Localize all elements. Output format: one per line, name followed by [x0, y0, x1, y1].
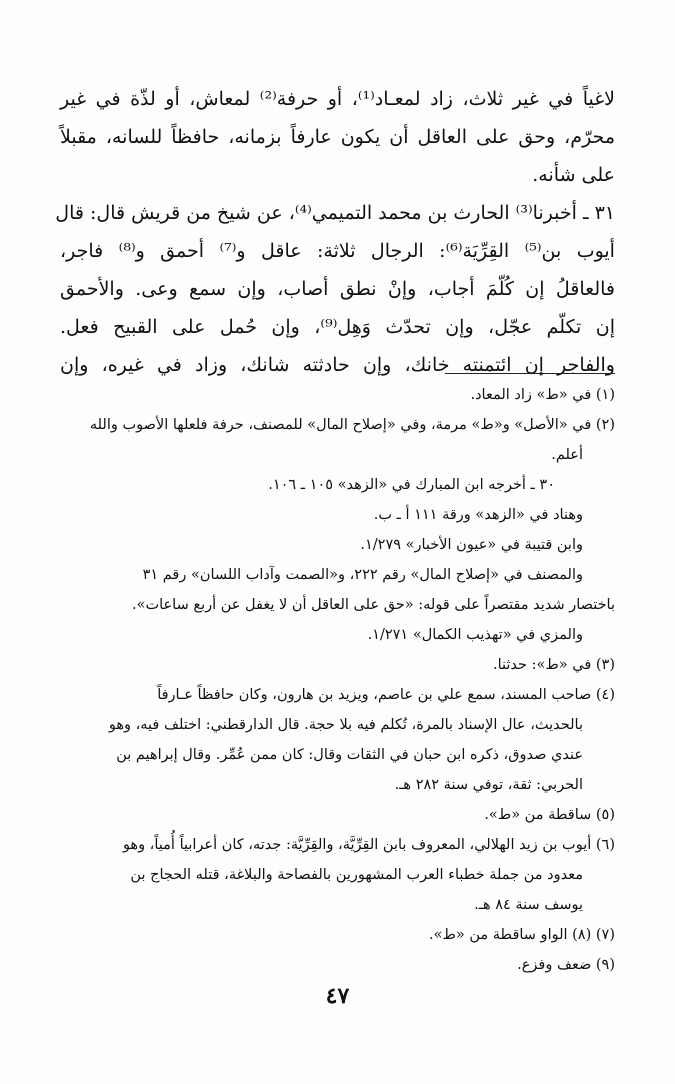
main-text	[55, 80, 616, 384]
footnote-9: (٩) ضعف وفزع.	[517, 957, 615, 973]
footnote-divider	[445, 373, 615, 374]
main-line: ٣١ ـ أخبرنا⁽³⁾ الحارث بن محمد التميمي⁽⁴⁾، عن شيخ من قريش قال: قال	[55, 202, 615, 224]
reference-author: والمصنف في «إصلاح المال» رقم ٢٢٢، و«الصمت وآداب اللسان» رقم ٣١	[142, 567, 583, 583]
main-line: محرّم، وحق على العاقل أن يكون عارفاً بزمانه، حافظاً للسانه، مقبلاً	[60, 126, 615, 148]
footnote-5: (٥) ساقطة من «ط».	[484, 807, 615, 823]
main-line: على شأنه.	[532, 164, 615, 186]
footnote-2-continued: أعلم.	[551, 447, 583, 463]
footnote-4: (٤) صاحب المسند، سمع علي بن عاصم، ويزيد بن هارون، وكان حافظاً عـارفاً	[157, 687, 615, 703]
reference-author-continued: باختصار شديد مقتصراً على قوله: «حق على العاقل أن لا يغفل عن أربع ساعات».	[131, 597, 615, 613]
footnote-4-continued: بالحديث، عال الإسناد بالمرة، تُكلم فيه بلا حجة. قال الدارقطني: اختلف فيه، وهو	[108, 717, 583, 733]
main-line: والفاجر إن ائتمنته خانك، وإن حادثته شانك، وزاد في غيره، وإن	[60, 354, 615, 376]
reference-mizzi: والمزي في «تهذيب الكمال» ١/٢٧١.	[367, 627, 583, 643]
footnote-3: (٣) في «ط»: حدثنا.	[492, 657, 615, 673]
footnote-1: (١) في «ط» زاد المعاد.	[470, 387, 615, 403]
footnote-6-continued: معدود من جملة خطباء العرب المشهورين بالفصاحة والبلاغة، قتله الحجاج بن	[130, 867, 583, 883]
main-line: إن تكلّم عجّل، وإن تحدّث وَهِل⁽⁹⁾، وإن حُمل على القبيح فعل.	[60, 316, 616, 338]
footnote-6-continued: يوسف سنة ٨٤ هـ.	[474, 897, 583, 913]
main-line: أيوب بن⁽⁵⁾ القِرِّيَة⁽⁶⁾: الرجال ثلاثة: عاقل و⁽⁷⁾ أحمق و⁽⁸⁾ فاجر،	[60, 240, 615, 262]
footnote-4-continued: عندي صدوق، ذكره ابن حبان في الثقات وقال: كان ممن عُمِّر. وقال إبراهيم بن	[116, 747, 583, 763]
footnote-6: (٦) أيوب بن زيد الهلالي، المعروف بابن القِرِّيَّة، والقِرِّيَّة: جدته، كان أعرابياً أُمياً، وهو	[122, 837, 615, 853]
reference-hannad: وهناد في «الزهد» ورقة ١١١ أ ـ ب.	[373, 507, 583, 523]
footnotes	[52, 380, 615, 980]
footnote-2: (٢) في «الأصل» و«ط» مرمة، وفي «إصلاح المال» للمصنف، حرفة فلعلها الأصوب والله	[89, 417, 615, 433]
reference-ibn-qutaybah: وابن قتيبة في «عيون الأخبار» ١/٢٧٩.	[360, 537, 583, 553]
footnote-7-8: (٧) (٨) الواو ساقطة من «ط».	[429, 927, 615, 943]
main-line: لاغياً في غير ثلاث، زاد لمعـاد⁽¹⁾، أو حرفة⁽²⁾ لمعاش، أو لذّة في غير	[60, 88, 615, 110]
main-line: فالعاقلُ إن كُلّمَ أجاب، وإنْ نطق أصاب، وإن سمع وعى. والأحمق	[60, 278, 615, 300]
footnote-4-continued: الحربي: ثقة، توفي سنة ٢٨٢ هـ.	[394, 777, 583, 793]
page-number: ٤٧	[325, 983, 350, 1009]
reference-30: ٣٠ ـ أخرجه ابن المبارك في «الزهد» ١٠٥ ـ ١٠٦.	[268, 477, 555, 493]
